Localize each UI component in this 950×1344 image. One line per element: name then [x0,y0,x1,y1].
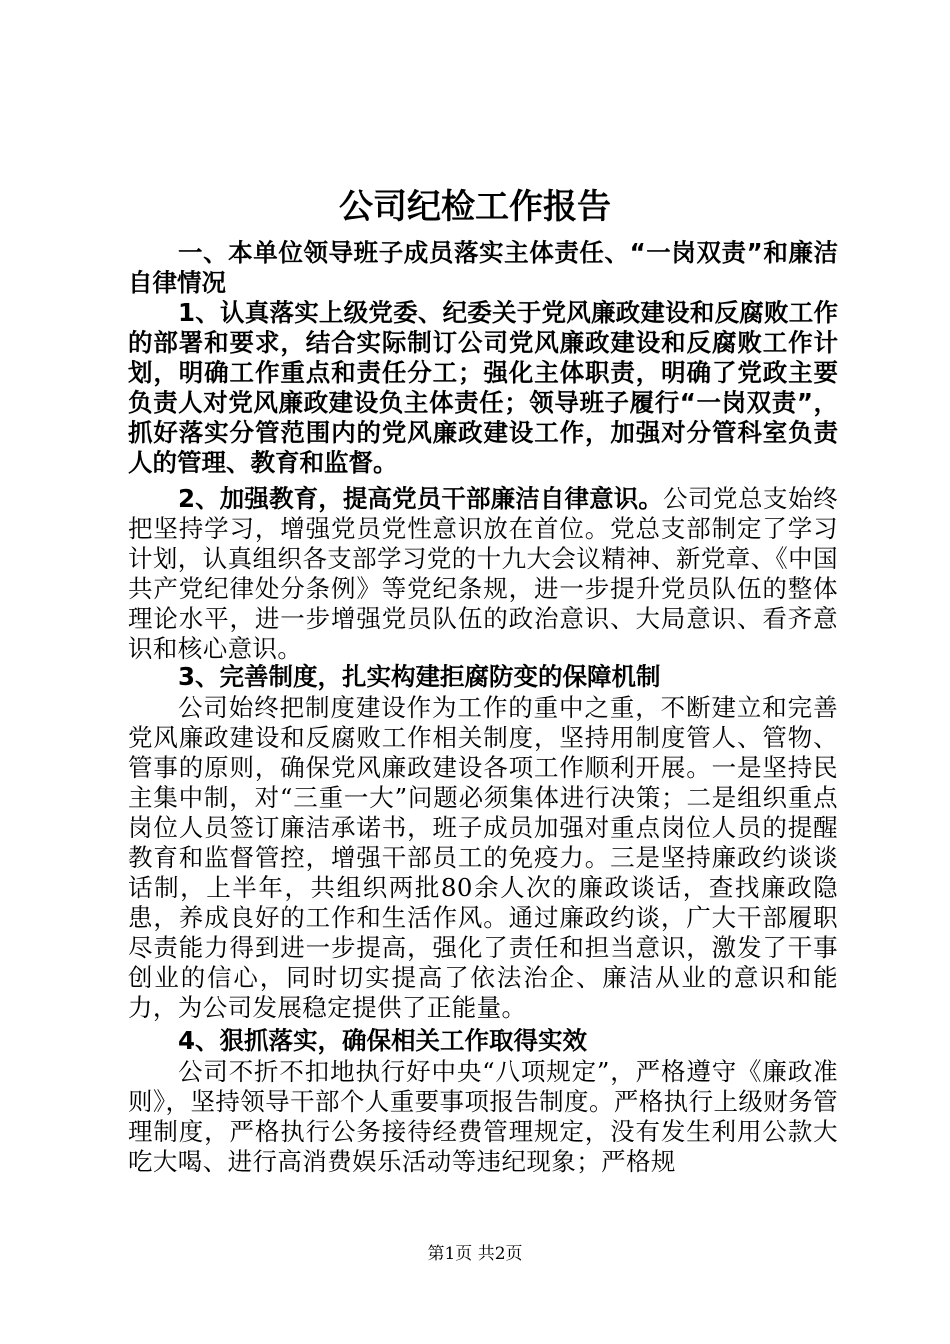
item2-paragraph [128,484,838,664]
item3-heading-text: 3、完善制度，扎实构建拒腐防变的保障机制 [178,662,661,691]
section1-heading-text: 一、本单位领导班子成员落实主体责任、“一岗双责”和廉洁自律情况 [128,238,838,297]
item2-body: 公司党总支始终把坚持学习，增强党员党性意识放在首位。党总支部制定了学习计划，认真组织各支部学习党的十九大会议精神、新党章、《中国共产党纪律处分条例》等党纪条规，进一步提升党员队伍的整体理论水平，进一步增强党员队伍的政治意识、大局意识、看齐意识和核心意识。 [128,484,838,663]
item3-body: 公司始终把制度建设作为工作的重中之重，不断建立和完善党风廉政建设和反腐败工作相关制度，坚持用制度管人、管物、管事的原则，确保党风廉政建设各项工作顺利开展。一是坚持民主集中制，对“三重一大”问题必须集体进行决策；二是组织重点岗位人员签订廉洁承诺书，班子成员加强对重点岗位人员的提醒教育和监督管控，增强干部员工的免疫力。三是坚持廉政约谈谈话制，上半年，共组织两批80余人次的廉政谈话，查找廉政隐患，养成良好的工作和生活作风。通过廉政约谈，广大干部履职尽责能力得到进一步提高，强化了责任和担当意识，激发了干事创业的信心，同时切实提高了依法治企、廉洁从业的意识和能力，为公司发展稳定提供了正能量。 [128,693,838,1022]
document-title: 公司纪检工作报告 [339,187,611,227]
page-footer [0,1242,950,1266]
section1-heading [128,238,838,298]
item1-text: 1、认真落实上级党委、纪委关于党风廉政建设和反腐败工作的部署和要求，结合实际制订公司党风廉政建设和反腐败工作计划，明确工作重点和责任分工；强化主体职责，明确了党政主要负责人对党风廉政建设负主体责任；领导班子履行“一岗双责”，抓好落实分管范围内的党风廉政建设工作，加强对分管科室负责人的管理、教育和监督。 [128,298,838,477]
item2-heading: 2、加强教育，提高党员干部廉洁自律意识。 [178,484,663,513]
item4-body: 公司不折不扣地执行好中央“八项规定”，严格遵守《廉政准则》，坚持领导干部个人重要事项报告制度。严格执行上级财务管理制度，严格执行公务接待经费管理规定，没有发生利用公款大吃大喝、进行高消费娱乐活动等违纪现象；严格规 [128,1057,838,1176]
item4-heading-text: 4、狠抓落实，确保相关工作取得实效 [178,1026,588,1055]
item3-heading [128,662,838,692]
item4-paragraph [128,1057,838,1177]
item3-paragraph [128,693,838,1023]
item4-heading [128,1026,838,1056]
page-number-label: 第1页 共2页 [427,1244,523,1264]
item1-paragraph [128,298,838,478]
